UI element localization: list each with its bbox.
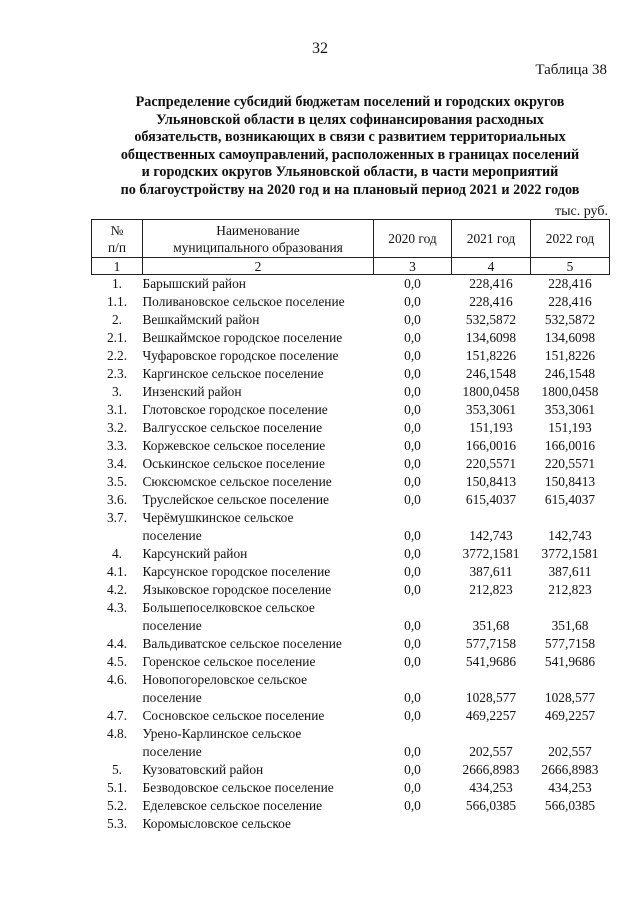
row-value-2021: 220,5571 <box>465 456 517 471</box>
name-line: поселение <box>142 690 202 705</box>
row-value-2020: 0,0 <box>404 690 421 705</box>
title-line: Ульяновской области в целях софинансирования расходных <box>156 111 544 128</box>
row-value-2022: 577,7158 <box>544 636 596 651</box>
row-number: 3.3. <box>106 438 128 453</box>
unit-label: тыс. руб. <box>555 204 608 219</box>
name-line: Большепоселковское сельское <box>142 600 315 615</box>
column-number: 3 <box>374 258 452 275</box>
name-line: Урено-Карлинское сельское <box>142 726 302 741</box>
table-row <box>92 419 610 437</box>
row-number: 4.8. <box>106 726 128 741</box>
row-value-2020: 0,0 <box>404 762 421 777</box>
column-number: 4 <box>452 258 531 275</box>
row-value-2020: 0,0 <box>404 294 421 309</box>
row-value-2020: 0,0 <box>404 312 421 327</box>
table-row <box>92 437 610 455</box>
row-number: 3. <box>111 384 123 399</box>
row-value-2020: 0,0 <box>404 420 421 435</box>
table-row <box>92 311 610 329</box>
row-number: 2.3. <box>106 366 128 381</box>
row-value-2022: 2666,8983 <box>541 762 599 777</box>
table-body <box>92 275 610 834</box>
row-value-2021: 532,5872 <box>465 312 517 327</box>
row-value-2020: 0,0 <box>404 798 421 813</box>
row-value-2022: 134,6098 <box>544 330 596 345</box>
header-name <box>143 220 374 258</box>
title-line: Распределение субсидий бюджетам поселений и городских округов <box>135 94 565 110</box>
row-value-2020: 0,0 <box>404 402 421 417</box>
row-number: 3.5. <box>106 474 128 489</box>
row-value-2021: 3772,1581 <box>462 546 520 561</box>
title-line: обязательств, возникающих в связи с развитием территориальных <box>134 129 566 146</box>
table-row <box>92 275 610 294</box>
name-line: поселение <box>142 618 202 633</box>
header-number-line2: п/п <box>107 239 127 255</box>
row-value-2022: 541,9686 <box>544 654 596 669</box>
row-value-2021: 1028,577 <box>465 690 517 705</box>
table-row <box>92 761 610 779</box>
table-row <box>92 653 610 671</box>
row-value-2020: 0,0 <box>404 366 421 381</box>
row-value-2022: 351,68 <box>551 618 589 633</box>
name-line: поселение <box>142 744 202 759</box>
row-municipality-name: Языковское городское поселение <box>142 582 332 597</box>
row-value-2022: 228,416 <box>548 276 592 291</box>
table-row <box>92 347 610 365</box>
row-municipality-name: Вешкаймское городское поселение <box>142 330 343 345</box>
row-value-2022: 387,611 <box>548 564 592 579</box>
row-value-2021: 566,0385 <box>465 798 517 813</box>
row-value-2020: 0,0 <box>404 546 421 561</box>
row-value-2022 <box>531 815 610 833</box>
row-value-2021: 615,4037 <box>465 492 517 507</box>
row-number: 4.5. <box>106 654 128 669</box>
row-value-2021: 134,6098 <box>465 330 517 345</box>
row-value-2022: 151,193 <box>548 420 592 435</box>
table-row <box>92 563 610 581</box>
table-row <box>92 797 610 815</box>
table-row <box>92 815 610 833</box>
row-municipality-name <box>143 671 374 707</box>
row-value-2021 <box>452 815 531 833</box>
row-value-2022: 615,4037 <box>544 492 596 507</box>
row-number: 4. <box>111 546 123 561</box>
row-number: 4.1. <box>106 564 128 579</box>
row-value-2020: 0,0 <box>404 582 421 597</box>
table-row <box>92 329 610 347</box>
row-value-2020: 0,0 <box>404 384 421 399</box>
row-municipality-name: Безводовское сельское поселение <box>142 780 334 795</box>
row-municipality-name: Еделевское сельское поселение <box>142 798 323 813</box>
column-number-row <box>92 258 610 275</box>
row-number: 3.7. <box>106 510 128 525</box>
row-value-2021: 1800,0458 <box>462 384 520 399</box>
row-value-2022: 202,557 <box>548 744 592 759</box>
row-value-2020: 0,0 <box>404 276 421 291</box>
row-value-2021: 2666,8983 <box>462 762 520 777</box>
row-municipality-name: Карсунский район <box>142 546 248 561</box>
title-line: по благоустройству на 2020 год и на плановый период 2021 и 2022 годов <box>120 181 580 198</box>
header-number-line1: № <box>110 222 124 238</box>
row-number: 4.2. <box>106 582 128 597</box>
row-value-2021: 246,1548 <box>465 366 517 381</box>
row-value-2021: 469,2257 <box>465 708 517 723</box>
table-row <box>92 581 610 599</box>
column-number: 2 <box>143 258 374 275</box>
row-municipality-name: Сюксюмское сельское поселение <box>142 474 332 489</box>
row-municipality-name <box>143 725 374 761</box>
row-number: 5.1. <box>106 780 128 795</box>
row-value-2022: 166,0016 <box>544 438 596 453</box>
row-value-2022: 353,3061 <box>544 402 596 417</box>
table-row <box>92 509 610 545</box>
row-number: 2. <box>111 312 123 327</box>
row-value-2020: 0,0 <box>404 744 421 759</box>
row-value-2022: 1800,0458 <box>541 384 599 399</box>
row-value-2022: 246,1548 <box>544 366 596 381</box>
table-row <box>92 779 610 797</box>
row-value-2021: 142,743 <box>469 528 513 543</box>
row-value-2021: 541,9686 <box>465 654 517 669</box>
row-number: 3.2. <box>106 420 128 435</box>
row-value-2021: 228,416 <box>469 276 513 291</box>
row-value-2021: 151,8226 <box>465 348 517 363</box>
row-municipality-name: Труслейское сельское поселение <box>142 492 329 507</box>
row-municipality-name: Коромысловское сельское <box>142 816 291 831</box>
row-municipality-name: Сосновское сельское поселение <box>142 708 325 723</box>
header-2022: 2022 год <box>531 220 610 258</box>
row-number: 2.1. <box>106 330 128 345</box>
row-municipality-name: Чуфаровское городское поселение <box>142 348 339 363</box>
row-value-2020: 0,0 <box>404 438 421 453</box>
table-row <box>92 401 610 419</box>
name-line: поселение <box>142 528 202 543</box>
row-value-2022: 212,823 <box>548 582 592 597</box>
row-municipality-name: Кузоватовский район <box>142 762 264 777</box>
row-value-2020: 0,0 <box>404 528 421 543</box>
row-value-2022: 469,2257 <box>544 708 596 723</box>
title-line: и городских округов Ульяновской области, в части мероприятий <box>141 164 559 181</box>
row-value-2021: 151,193 <box>469 420 513 435</box>
row-value-2022: 220,5571 <box>544 456 596 471</box>
table-row <box>92 491 610 509</box>
row-municipality-name <box>143 509 374 545</box>
row-municipality-name: Вешкаймский район <box>142 312 260 327</box>
row-value-2020: 0,0 <box>404 474 421 489</box>
row-value-2022: 566,0385 <box>544 798 596 813</box>
table-row <box>92 635 610 653</box>
row-number: 2.2. <box>106 348 128 363</box>
row-municipality-name: Карсунское городское поселение <box>142 564 331 579</box>
row-value-2021: 351,68 <box>472 618 510 633</box>
row-value-2022: 434,253 <box>548 780 592 795</box>
row-value-2020: 0,0 <box>404 564 421 579</box>
row-value-2021: 150,8413 <box>465 474 517 489</box>
row-number: 4.4. <box>106 636 128 651</box>
table-row <box>92 455 610 473</box>
row-number: 4.6. <box>106 672 128 687</box>
row-number: 5. <box>111 762 123 777</box>
row-value-2022: 150,8413 <box>544 474 596 489</box>
row-value-2021: 434,253 <box>469 780 513 795</box>
header-name-line2: муниципального образования <box>173 239 343 255</box>
header-number <box>92 220 143 258</box>
table-row <box>92 293 610 311</box>
document-title <box>90 94 610 200</box>
row-municipality-name <box>143 599 374 635</box>
row-value-2021: 202,557 <box>469 744 513 759</box>
header-name-line1: Наименование <box>216 222 300 238</box>
row-municipality-name: Горенское сельское поселение <box>142 654 316 669</box>
table-row <box>92 473 610 491</box>
row-municipality-name: Каргинское сельское поселение <box>142 366 324 381</box>
title-line: общественных самоуправлений, расположенных в границах поселений <box>120 146 580 163</box>
header-row <box>92 220 610 258</box>
row-value-2020: 0,0 <box>404 492 421 507</box>
column-number: 1 <box>92 258 143 275</box>
row-municipality-name: Оськинское сельское поселение <box>142 456 325 471</box>
row-municipality-name: Глотовское городское поселение <box>142 402 328 417</box>
row-value-2022: 3772,1581 <box>541 546 599 561</box>
row-value-2021: 166,0016 <box>465 438 517 453</box>
header-2021: 2021 год <box>452 220 531 258</box>
row-value-2021: 577,7158 <box>465 636 517 651</box>
row-value-2021: 212,823 <box>469 582 513 597</box>
name-line: Черёмушкинское сельское <box>142 510 294 525</box>
row-value-2021: 387,611 <box>469 564 513 579</box>
row-municipality-name: Инзенский район <box>142 384 242 399</box>
row-value-2020: 0,0 <box>404 330 421 345</box>
row-number: 4.7. <box>106 708 128 723</box>
row-municipality-name: Вальдиватское сельское поселение <box>142 636 342 651</box>
row-value-2020 <box>374 815 452 833</box>
row-municipality-name: Барышский район <box>142 276 246 291</box>
row-value-2020: 0,0 <box>404 654 421 669</box>
name-line: Новопогореловское сельское <box>142 672 308 687</box>
row-value-2022: 532,5872 <box>544 312 596 327</box>
row-number: 3.6. <box>106 492 128 507</box>
row-municipality-name: Валгусское сельское поселение <box>142 420 323 435</box>
row-value-2020: 0,0 <box>404 348 421 363</box>
row-number: 3.1. <box>106 402 128 417</box>
subsidy-table <box>91 219 610 833</box>
table-row <box>92 545 610 563</box>
table-row <box>92 365 610 383</box>
row-number: 4.3. <box>106 600 128 615</box>
header-2020: 2020 год <box>374 220 452 258</box>
row-number: 1. <box>111 276 123 291</box>
page-number: 32 <box>312 40 328 57</box>
row-value-2022: 1028,577 <box>544 690 596 705</box>
row-number: 1.1. <box>106 294 128 309</box>
table-row <box>92 725 610 761</box>
row-value-2022: 142,743 <box>548 528 592 543</box>
row-value-2020: 0,0 <box>404 636 421 651</box>
table-row <box>92 599 610 635</box>
table-label: Таблица 38 <box>535 62 607 78</box>
row-number: 5.3. <box>106 816 128 831</box>
row-value-2021: 228,416 <box>469 294 513 309</box>
row-municipality-name: Коржевское сельское поселение <box>142 438 326 453</box>
row-value-2021: 353,3061 <box>465 402 517 417</box>
table-row <box>92 671 610 707</box>
row-value-2022: 228,416 <box>548 294 592 309</box>
row-value-2020: 0,0 <box>404 708 421 723</box>
row-value-2020: 0,0 <box>404 456 421 471</box>
row-number: 3.4. <box>106 456 128 471</box>
table-row <box>92 383 610 401</box>
row-number: 5.2. <box>106 798 128 813</box>
row-value-2020: 0,0 <box>404 618 421 633</box>
row-municipality-name: Поливановское сельское поселение <box>142 294 345 309</box>
column-number: 5 <box>531 258 610 275</box>
row-value-2020: 0,0 <box>404 780 421 795</box>
table-row <box>92 707 610 725</box>
table-header <box>92 220 610 275</box>
row-value-2022: 151,8226 <box>544 348 596 363</box>
